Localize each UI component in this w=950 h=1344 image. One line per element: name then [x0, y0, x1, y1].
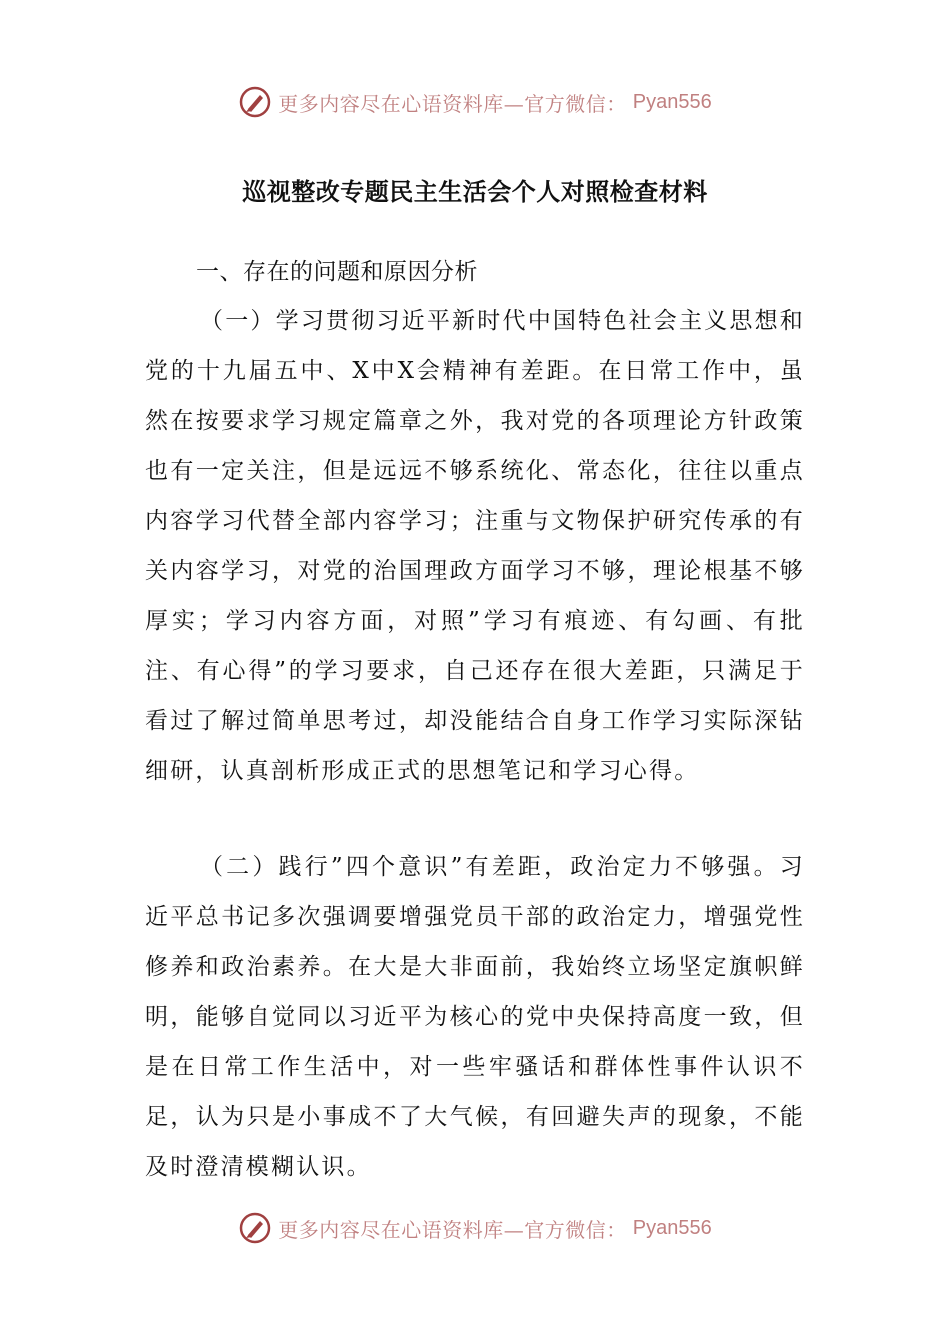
watermark-text: 更多内容尽在心语资料库—官方微信：	[278, 91, 627, 116]
watermark-wechat-id: Pyan556	[632, 1216, 712, 1239]
footer-watermark	[0, 1208, 950, 1248]
watermark-wechat-id: Pyan556	[632, 90, 712, 113]
body-paragraph: （二）践行”四个意识”有差距，政治定力不够强。习近平总书记多次强调要增强党员干部的政治定力，增强党性修养和政治素养。在大是大非面前，我始终立场坚定旗帜鲜明，能够自觉同以习近平为核心的党中央保持高度一致，但是在日常工作生活中，对一些牢骚话和群体性事件认识不足，认为只是小事成不了大气候，有回避失声的现象，不能及时澄清模糊认识。	[145, 854, 805, 1180]
watermark-text: 更多内容尽在心语资料库—官方微信：	[278, 1217, 627, 1242]
body-paragraph: （一）学习贯彻习近平新时代中国特色社会主义思想和党的十九届五中、X中X会精神有差距。在日常工作中，虽然在按要求学习规定篇章之外，我对党的各项理论方针政策也有一定关注，但是远远不够系统化、常态化，往往以重点内容学习代替全部内容学习；注重与文物保护研究传承的有关内容学习，对党的治国理政方面学习不够，理论根基不够厚实；学习内容方面，对照”学习有痕迹、有勾画、有批注、有心得”的学习要求，自己还存在很大差距，只满足于看过了解过简单思考过，却没能结合自身工作学习实际深钻细研，认真剖析形成正式的思想笔记和学习心得。	[145, 308, 805, 784]
pen-logo-icon	[238, 1211, 272, 1245]
header-watermark	[0, 82, 950, 122]
section-heading: 一、存在的问题和原因分析	[196, 259, 478, 285]
document-title: 巡视整改专题民主生活会个人对照检查材料	[242, 177, 708, 206]
pen-logo-icon	[238, 85, 272, 119]
